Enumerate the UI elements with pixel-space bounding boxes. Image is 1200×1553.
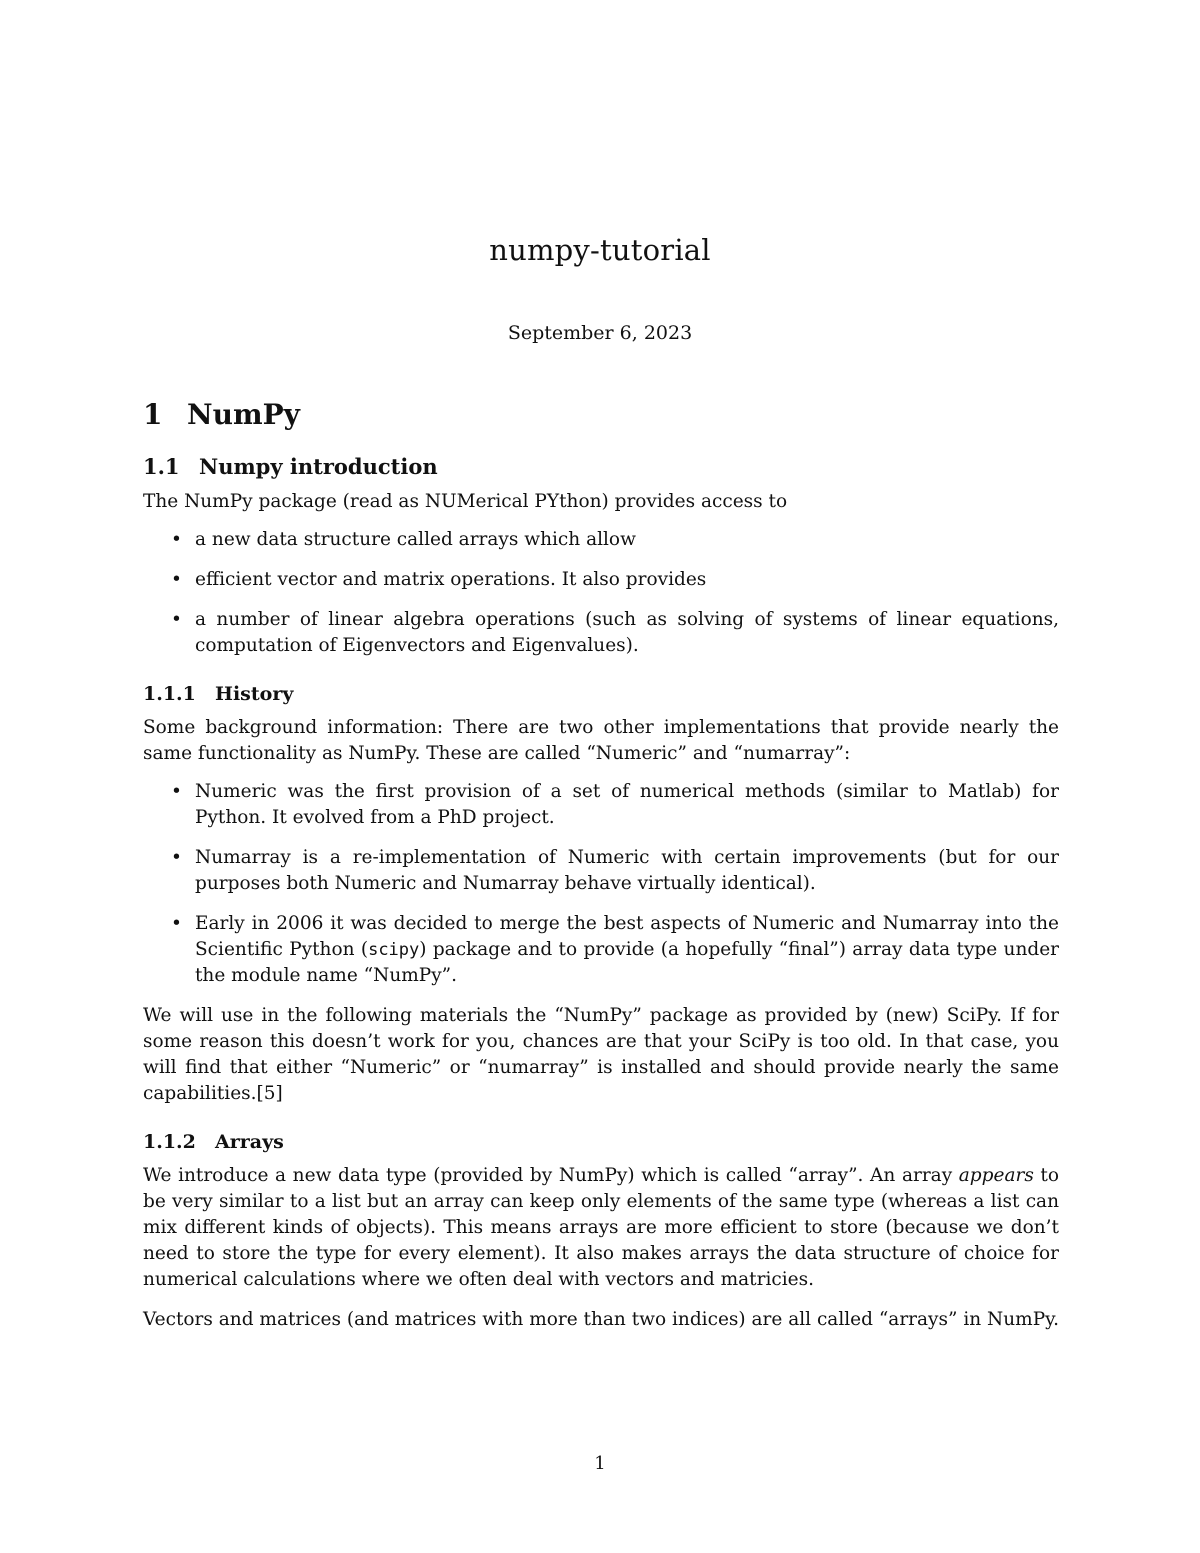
section-heading (143, 395, 1059, 435)
subsubsection-heading-arrays (143, 1129, 1059, 1155)
subsubsection-title: History (215, 683, 294, 705)
subsubsection-number: 1.1.2 (143, 1131, 196, 1153)
bullet-icon: • (171, 781, 182, 802)
list-item: • a new data structure called arrays which allow (143, 527, 1059, 553)
bullet-icon: • (171, 569, 182, 590)
list-item: • Early in 2006 it was decided to merge the best aspects of Numeric and Numarray into the Scientific Python (scipy) package and to provide (a hopefully “final”) array data type under the module name “NumPy”. (171, 913, 1059, 986)
intro-paragraph: The NumPy package (read as NUMerical PYthon) provides access to (143, 491, 788, 512)
inline-code: scipy (368, 940, 420, 960)
history-bullet-list (143, 779, 1059, 989)
section-number: 1 (143, 398, 163, 431)
document-date: September 6, 2023 (507, 322, 693, 344)
list-item: • efficient vector and matrix operations. It also provides (143, 567, 1059, 593)
bullet-icon: • (171, 847, 182, 868)
bullet-icon: • (171, 529, 182, 550)
list-item: • a number of linear algebra operations (such as solving of systems of linear equations, computation of Eigenvectors and Eigenvalues). (171, 609, 1059, 656)
emphasis-text: appears (958, 1165, 1034, 1186)
document-body (143, 395, 1059, 1333)
subsection-number: 1.1 (143, 454, 180, 479)
subsection-title: Numpy introduction (199, 454, 438, 479)
subsection-heading (143, 453, 1059, 481)
history-closing-paragraph: We will use in the following materials the “NumPy” package as provided by (new) SciPy. If for some reason this doesn’t work for you, chances are that your SciPy is too old. In that case, you will find that either “Numeric” or “numarray” is installed and should provide nearly the same capabilities.[5] (143, 1005, 1059, 1104)
list-item: • Numarray is a re-implementation of Numeric with certain improvements (but for our purposes both Numeric and Numarray behave virtually identical). (171, 847, 1059, 894)
section-title: NumPy (187, 398, 300, 431)
intro-bullet-list (143, 527, 1059, 659)
arrays-paragraph-2: Vectors and matrices (and matrices with more than two indices) are all called “arrays” in NumPy. (143, 1309, 1060, 1330)
bullet-icon: • (171, 913, 182, 934)
bullet-icon: • (171, 609, 182, 630)
document-title: numpy-tutorial (489, 233, 711, 267)
subsubsection-title: Arrays (215, 1131, 284, 1153)
subsubsection-heading-history (143, 681, 1059, 707)
list-item: • Numeric was the first provision of a set of numerical methods (similar to Matlab) for Python. It evolved from a PhD project. (171, 781, 1059, 828)
page-number: 1 (594, 1453, 606, 1474)
history-intro-paragraph: Some background information: There are two other implementations that provide nearly the same functionality as NumPy. These are called “Numeric” and “numarray”: (143, 717, 1059, 764)
arrays-paragraph-1: We introduce a new data type (provided by NumPy) which is called “array”. An array appears to be very similar to a list but an array can keep only elements of the same type (whereas a list can mix different kinds of objects). This means arrays are more efficient to store (because we don’t need to store the type for every element). It also makes arrays the data structure of choice for numerical calculations where we often deal with vectors and matricies. (143, 1165, 1060, 1290)
subsubsection-number: 1.1.1 (143, 683, 196, 705)
